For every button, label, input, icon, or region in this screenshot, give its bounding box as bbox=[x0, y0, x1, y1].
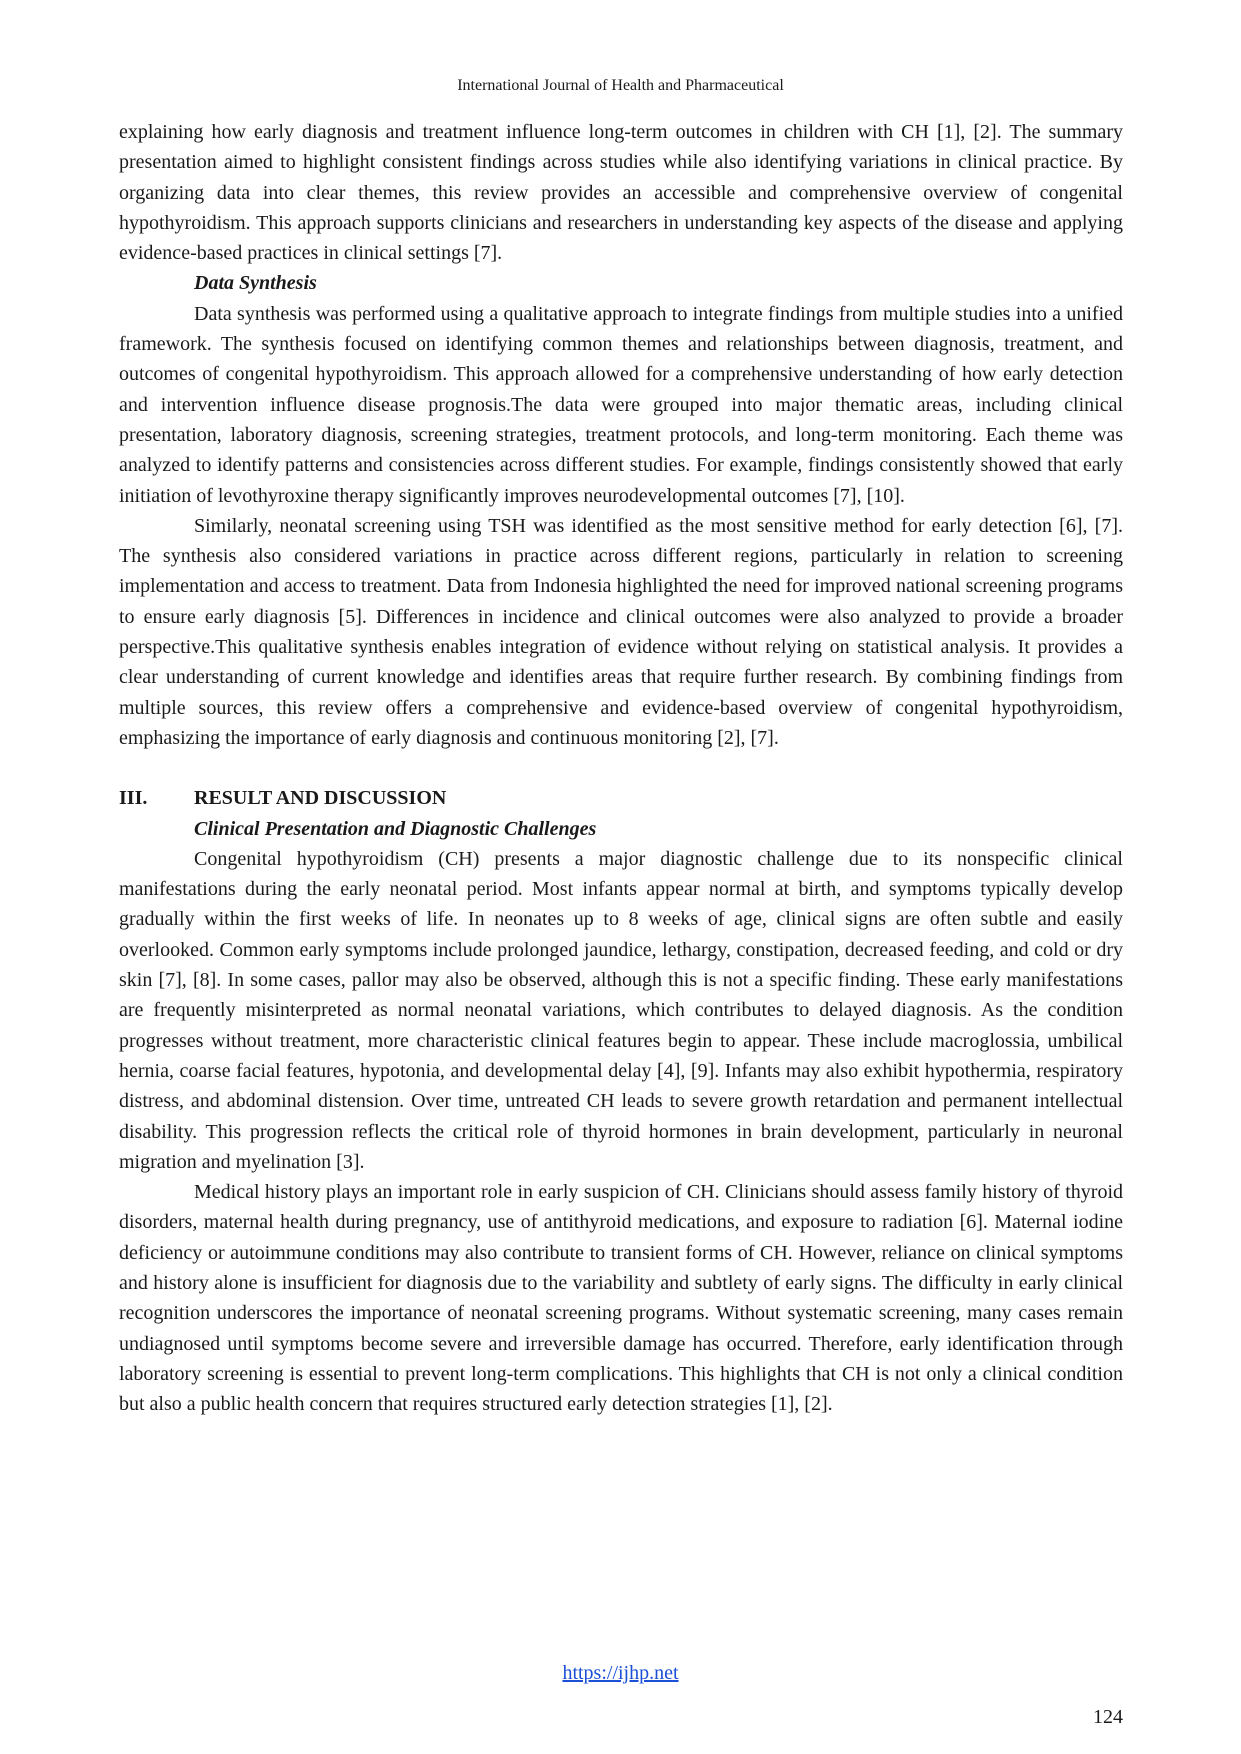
paragraph-synthesis-2: Similarly, neonatal screening using TSH was identified as the most sensitive method for early detection [6], [7]. The synthesis also considered variations in practice across different regions, particularly in relation to screening implementation and access to treatment. Data from Indonesia highlighted the need for improved national screening programs to ensure early diagnosis [5]. Differences in incidence and clinical outcomes were also analyzed to provide a broader perspective.This qualitative synthesis enables integration of evidence without relying on statistical analysis. It provides a clear understanding of current knowledge and identifies areas that require further research. By combining findings from multiple sources, this review offers a comprehensive and evidence-based overview of congenital hypothyroidism, emphasizing the importance of early diagnosis and continuous monitoring [2], [7]. bbox=[119, 514, 1123, 749]
footer-link-container bbox=[0, 1661, 1241, 1685]
running-header: International Journal of Health and Pharmaceutical bbox=[457, 77, 784, 94]
paragraph-clinical-1: Congenital hypothyroidism (CH) presents a major diagnostic challenge due to its nonspecific clinical manifestations during the early neonatal period. Most infants appear normal at birth, and symptoms typically develop gradually within the first weeks of life. In neonates up to 8 weeks of age, clinical signs are often subtle and easily overlooked. Common early symptoms include prolonged jaundice, lethargy, constipation, decreased feeding, and cold or dry skin [7], [8]. In some cases, pallor may also be observed, although this is not a specific finding. These early manifestations are frequently misinterpreted as normal neonatal variations, which contributes to delayed diagnosis. As the condition progresses without treatment, more characteristic clinical features begin to appear. These include macroglossia, umbilical hernia, coarse facial features, hypotonia, and developmental delay [4], [9]. Infants may also exhibit hypothermia, respiratory distress, and abdominal distension. Over time, untreated CH leads to severe growth retardation and permanent intellectual disability. This progression reflects the critical role of thyroid hormones in brain development, particularly in neuronal migration and myelination [3]. bbox=[119, 847, 1123, 1173]
paragraph-continuation: explaining how early diagnosis and treatment influence long-term outcomes in children with CH [1], [2]. The summary presentation aimed to highlight consistent findings across studies while also identifying variations in clinical practice. By organizing data into clear themes, this review provides an accessible and comprehensive overview of congenital hypothyroidism. This approach supports clinicians and researchers in understanding key aspects of the disease and applying evidence-based practices in clinical settings [7]. bbox=[119, 121, 1123, 265]
journal-url-link[interactable]: https://ijhp.net bbox=[562, 1662, 679, 1684]
subheading-data-synthesis: Data Synthesis bbox=[194, 272, 317, 295]
section-heading bbox=[119, 783, 1123, 813]
subheading-clinical-presentation: Clinical Presentation and Diagnostic Challenges bbox=[194, 817, 597, 840]
section-number: III. bbox=[119, 787, 148, 810]
article-body bbox=[119, 117, 1123, 1419]
paragraph-synthesis-1: Data synthesis was performed using a qualitative approach to integrate findings from multiple studies into a unified framework. The synthesis focused on identifying common themes and relationships between diagnosis, treatment, and outcomes of congenital hypothyroidism. This approach allowed for a comprehensive understanding of how early detection and intervention influence disease prognosis.The data were grouped into major thematic areas, including clinical presentation, laboratory diagnosis, screening strategies, treatment protocols, and long-term monitoring. Each theme was analyzed to identify patterns and consistencies across different studies. For example, findings consistently showed that early initiation of levothyroxine therapy significantly improves neurodevelopmental outcomes [7], [10]. bbox=[119, 302, 1123, 507]
paragraph-clinical-2: Medical history plays an important role in early suspicion of CH. Clinicians should assess family history of thyroid disorders, maternal health during pregnancy, use of antithyroid medications, and exposure to radiation [6]. Maternal iodine deficiency or autoimmune conditions may also contribute to transient forms of CH. However, reliance on clinical symptoms and history alone is insufficient for diagnosis due to the variability and subtlety of early signs. The difficulty in early clinical recognition underscores the importance of neonatal screening programs. Without systematic screening, many cases remain undiagnosed until symptoms become severe and irreversible damage has occurred. Therefore, early identification through laboratory screening is essential to prevent long-term complications. This highlights that CH is not only a clinical condition but also a public health concern that requires structured early detection strategies [1], [2]. bbox=[119, 1181, 1123, 1416]
page-number: 124 bbox=[1093, 1706, 1123, 1728]
section-title: RESULT AND DISCUSSION bbox=[194, 787, 447, 810]
